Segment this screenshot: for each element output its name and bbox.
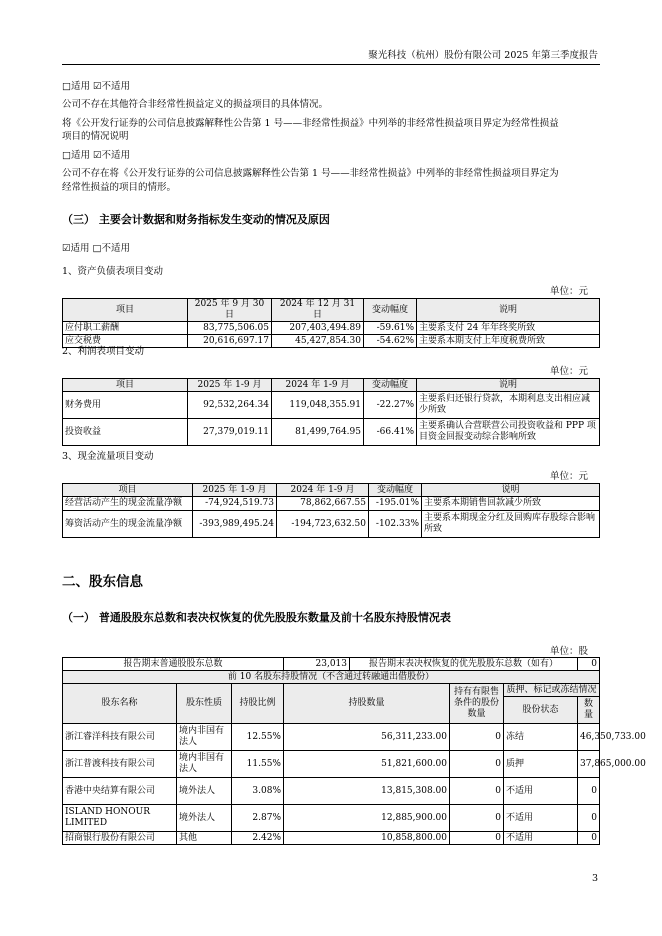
summary-row: 报告期末普通股股东总数 23,013 报告期末表决权恢复的优先股股东总数（如有） 0 [63, 658, 600, 671]
paragraph: 项目的情况说明 [62, 131, 129, 142]
table-row: 浙江睿洋科技有限公司 境内非国有法人 12.55% 56,311,233.00 0 冻结 46,350,733.00 [63, 724, 600, 751]
paragraph: 公司不存在其他符合非经常性损益定义的损益项目的具体情况。 [62, 99, 329, 110]
table-row: 财务费用 92,532,264.34 119,048,355.91 -22.27% 主要系归还银行贷款，本期利息支出相应减少所致 [63, 392, 600, 419]
table-label: 3、现金流量项目变动 [62, 451, 154, 462]
table-header-row: 项目 2025 年 1-9 月 2024 年 1-9 月 变动幅度 说明 [63, 484, 600, 497]
table-label: 2、利润表项目变动 [62, 346, 145, 357]
income-statement-changes-table [62, 378, 600, 446]
applicability-checks: □适用 ☑不适用 [62, 150, 131, 161]
shareholders-table [62, 657, 646, 845]
table-row: 招商银行股份有限公司 其他 2.42% 10,858,800.00 0 不适用 0 [63, 832, 600, 845]
table-header-row: 股东名称 股东性质 持股比例 持股数量 持有有限售条件的股份数量 质押、标记或冻结情况 [63, 684, 600, 697]
section-heading: （一） 普通股股东总数和表决权恢复的优先股股东数量及前十名股东持股情况表 [62, 611, 451, 624]
table-row: 应交税费 20,616,697.17 45,427,854.30 -54.62% 主要系本期支付上年度税费所致 [63, 335, 600, 348]
table-row: 浙江普渡科技有限公司 境内非国有法人 11.55% 51,821,600.00 0 质押 37,865,000.00 [63, 751, 600, 778]
table-row: 投资收益 27,379,019.11 81,499,764.95 -66.41% 主要系确认合营联营公司投资收益和 PPP 项目资金回报变动综合影响所致 [63, 419, 600, 446]
header-rule [62, 64, 600, 65]
cash-flow-changes-table [62, 483, 600, 538]
page-number: 3 [591, 873, 598, 884]
unit-label: 单位：股 [549, 646, 588, 657]
section-heading: （三） 主要会计数据和财务指标发生变动的情况及原因 [62, 213, 330, 226]
balance-sheet-changes-table [62, 298, 600, 348]
unit-label: 单位：元 [549, 286, 588, 297]
paragraph: 公司不存在将《公开发行证券的公司信息披露解释性公告第 1 号——非经常性损益》中列举的非经常性损益项目界定为 [62, 168, 559, 179]
table-header-row: 股份状态 数量 [63, 697, 600, 724]
unit-label: 单位：元 [549, 471, 588, 482]
table-row: 经营活动产生的现金流量净额 -74,924,519.73 78,862,667.55 -195.01% 主要系本期销售回款减少所致 [63, 497, 600, 511]
table-header-row: 项目 2025 年 1-9 月 2024 年 1-9 月 变动幅度 说明 [63, 379, 600, 392]
applicability-checks: □适用 ☑不适用 [62, 81, 131, 92]
applicability-checks: ☑适用 □不适用 [62, 243, 131, 254]
paragraph: 将《公开发行证券的公司信息披露解释性公告第 1 号——非经常性损益》中列举的非经常性损益项目界定为经常性损益 [62, 118, 559, 129]
report-header: 聚光科技（杭州）股份有限公司 2025 年第三季度报告 [368, 50, 598, 61]
paragraph: 经常性损益的项目的情形。 [62, 182, 177, 193]
table-row: 筹资活动产生的现金流量净额 -393,989,495.24 -194,723,632.50 -102.33% 主要系本期现金分红及回购库存股综合影响所致 [63, 511, 600, 538]
table-row: ISLAND HONOUR LIMITED 境外法人 2.87% 12,885,900.00 0 不适用 0 [63, 805, 600, 832]
table-header-row: 项目 2025 年 9 月 30 日 2024 年 12 月 31 日 变动幅度 说明 [63, 299, 600, 322]
table-label: 1、资产负债表项目变动 [62, 266, 164, 277]
table-row: 应付职工薪酬 83,775,506.05 207,403,494.89 -59.61% 主要系支付 24 年年终奖所致 [63, 322, 600, 335]
unit-label: 单位：元 [549, 366, 588, 377]
section-heading: 二、股东信息 [62, 574, 143, 590]
table-row: 香港中央结算有限公司 境外法人 3.08% 13,815,308.00 0 不适用 0 [63, 778, 600, 805]
table-title-row: 前 10 名股东持股情况（不含通过转融通出借股份） [63, 671, 600, 684]
